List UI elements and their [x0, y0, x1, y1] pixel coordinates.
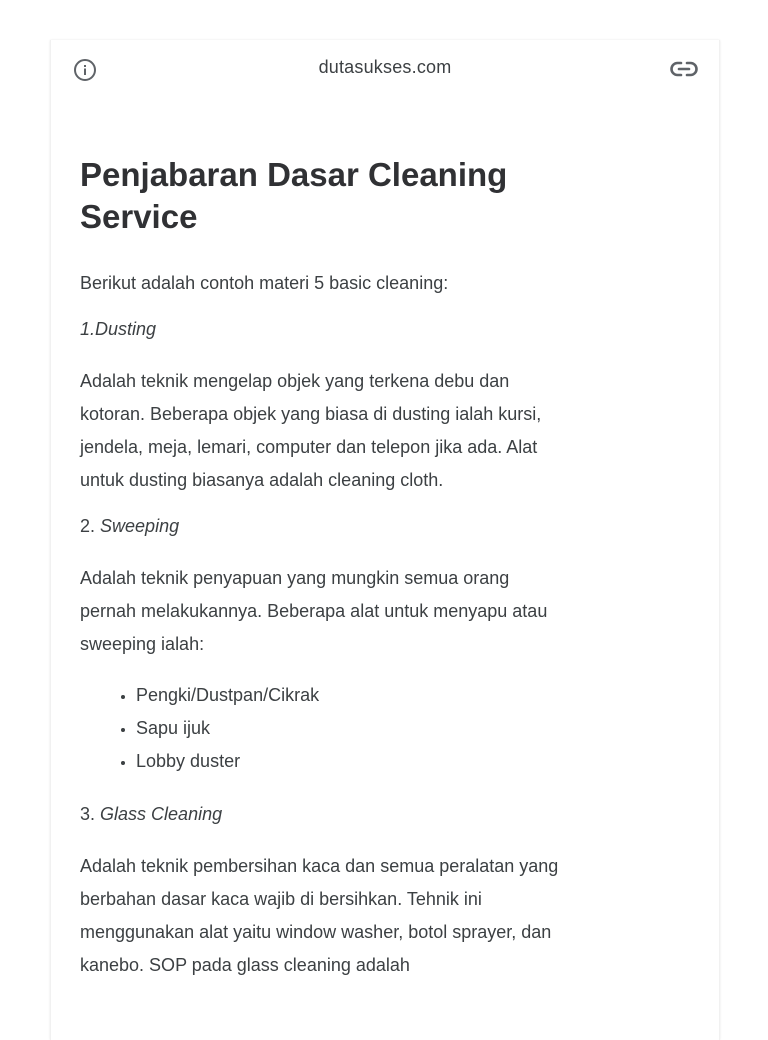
- list-item: • Lobby duster: [136, 745, 560, 778]
- section-heading-dusting: 1.Dusting: [80, 319, 157, 339]
- intro-text: Berikut adalah contoh materi 5 basic cleaning:: [80, 273, 449, 293]
- copy-link-button[interactable]: [667, 54, 701, 84]
- section-heading-glass-cleaning: 3. Glass Cleaning: [80, 804, 223, 824]
- list-item: • Pengki/Dustpan/Cikrak: [136, 679, 560, 712]
- sweeping-tools-list: [80, 679, 560, 778]
- section-heading-sweeping: 2. Sweeping: [80, 516, 180, 536]
- article-title: Penjabaran Dasar Cleaning Service: [80, 156, 508, 235]
- article-card: [50, 40, 720, 1040]
- top-bar: [51, 40, 719, 96]
- section-body-sweeping: Adalah teknik penyapuan yang mungkin semua orang pernah melakukannya. Beberapa alat untuk menyapu atau sweeping ialah:: [80, 568, 548, 654]
- section-body-dusting: Adalah teknik mengelap objek yang terkena debu dan kotoran. Beberapa objek yang biasa di dusting ialah kursi, jendela, meja, lemari, computer dan telepon jika ada. Alat untuk dusting biasanya adalah cleaning cloth.: [80, 371, 542, 490]
- list-item: • Sapu ijuk: [136, 712, 560, 745]
- link-icon: [669, 59, 699, 79]
- site-domain: dutasukses.com: [318, 57, 452, 77]
- section-body-glass-cleaning: Adalah teknik pembersihan kaca dan semua peralatan yang berbahan dasar kaca wajib di bersihkan. Tehnik ini menggunakan alat yaitu window washer, botol sprayer, dan kanebo. SOP pada glass cleaning adalah: [80, 856, 559, 975]
- article-content: [80, 154, 560, 982]
